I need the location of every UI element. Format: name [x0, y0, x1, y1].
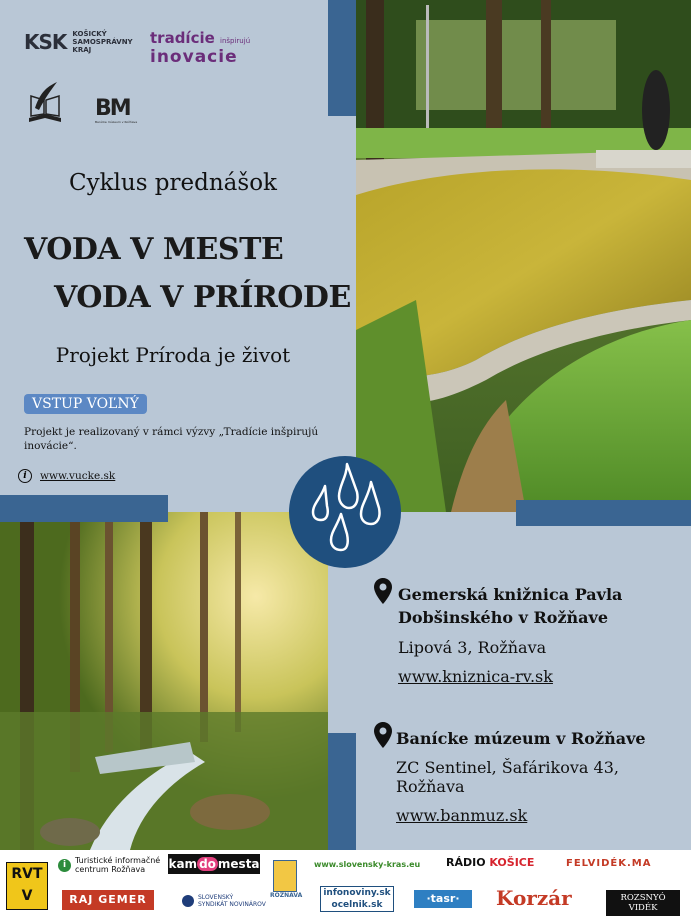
library-title-2: Dobšinského v Rožňave — [398, 608, 608, 627]
rozsnyo-videk-logo: ROZSNYÓ VIDÉK — [606, 890, 680, 916]
tradicie-logo — [150, 30, 250, 65]
radio-kosice-logo — [446, 856, 534, 869]
roznava-text: ROŽŇAVA — [270, 892, 303, 899]
ssn-logo — [182, 894, 266, 908]
water-drops-icon — [289, 456, 401, 568]
infonoviny-text: infonoviny.sk — [323, 888, 391, 898]
accent-bar-top — [328, 0, 356, 116]
bm-logo — [95, 98, 141, 124]
roznava-crest-icon — [273, 860, 297, 892]
bm-mark: BM — [95, 96, 130, 121]
infonoviny-ocelnik-logo — [320, 886, 394, 912]
park-pond-photo — [356, 0, 691, 512]
project-title: Projekt Príroda je život — [55, 343, 291, 367]
ksk-text: KOŠICKÝ SAMOSPRÁVNY KRAJ — [72, 30, 133, 54]
kamdomesta-1: kam — [168, 857, 198, 871]
library-address: Lipová 3, Rožňava — [398, 638, 547, 657]
ksk-logo — [24, 30, 132, 54]
kosice-text: KOŠICE — [489, 856, 535, 869]
ssn-line-1: SLOVENSKÝ — [198, 894, 234, 901]
roznava-logo — [270, 860, 303, 899]
ksk-mark: KSK — [24, 30, 67, 54]
location-pin-icon — [374, 722, 392, 748]
felvidek-logo: FELVIDÉK.MA — [566, 858, 652, 869]
library-book-icon — [27, 80, 63, 128]
tic-line-2: centrum Rožňava — [75, 865, 146, 874]
website-row — [18, 469, 115, 483]
bm-text: Banícke múzeum v Rožňave — [95, 120, 138, 124]
headline-city: VODA V MESTE — [24, 232, 284, 267]
forest-stream-photo — [0, 512, 328, 850]
water-drops-circle — [289, 456, 401, 568]
website-link[interactable]: www.vucke.sk — [40, 470, 116, 482]
library-title-1: Gemerská knižnica Pavla — [398, 585, 623, 604]
inovacie-word: inovacie — [150, 47, 238, 67]
radio-text: RÁDIO — [446, 856, 486, 869]
ssn-mark-icon — [182, 895, 194, 907]
headline-nature: VODA V PRÍRODE — [54, 280, 351, 315]
tradicie-word: tradície — [150, 29, 215, 47]
kamdomesta-3: mesta — [217, 857, 260, 871]
kamdomesta-2: do — [199, 857, 216, 871]
tasr-logo: ·tasr· — [414, 890, 472, 908]
tic-line-1: Turistické informačné — [75, 856, 161, 865]
tic-info-icon: i — [58, 859, 71, 872]
raj-gemer-logo: RAJ GEMER — [62, 890, 154, 910]
ocelnik-text: ocelnik.sk — [331, 900, 383, 910]
museum-url[interactable]: www.banmuz.sk — [396, 806, 528, 825]
accent-bar-right — [516, 500, 691, 526]
korzar-logo: Korzár — [496, 886, 572, 910]
ssn-line-2: SYNDIKÁT NOVINÁROV — [198, 901, 266, 908]
rvtv-logo: RVTV — [6, 862, 48, 910]
entry-free-badge: VSTUP VOĽNÝ — [24, 394, 147, 414]
location-pin-icon — [374, 578, 392, 604]
accent-bar-bottom — [328, 733, 356, 850]
tic-logo — [58, 856, 160, 874]
accent-bar-left — [0, 495, 168, 522]
info-icon: i — [18, 469, 32, 483]
library-url[interactable]: www.kniznica-rv.sk — [398, 667, 553, 686]
project-note: Projekt je realizovaný v rámci výzvy „Tradície inšpirujú inovácie“. — [24, 426, 319, 452]
slovensky-kras-logo: www.slovensky-kras.eu — [314, 860, 421, 869]
series-title: Cyklus prednášok — [69, 170, 277, 196]
partners-footer — [0, 850, 691, 921]
location-museum — [396, 727, 691, 825]
kamdomesta-logo — [168, 854, 260, 874]
tradicie-small: inšpirujú — [220, 37, 251, 45]
location-library — [398, 583, 622, 686]
museum-title: Banícke múzeum v Rožňave — [396, 729, 646, 748]
museum-address: ZC Sentinel, Šafárikova 43, Rožňava — [396, 758, 619, 796]
